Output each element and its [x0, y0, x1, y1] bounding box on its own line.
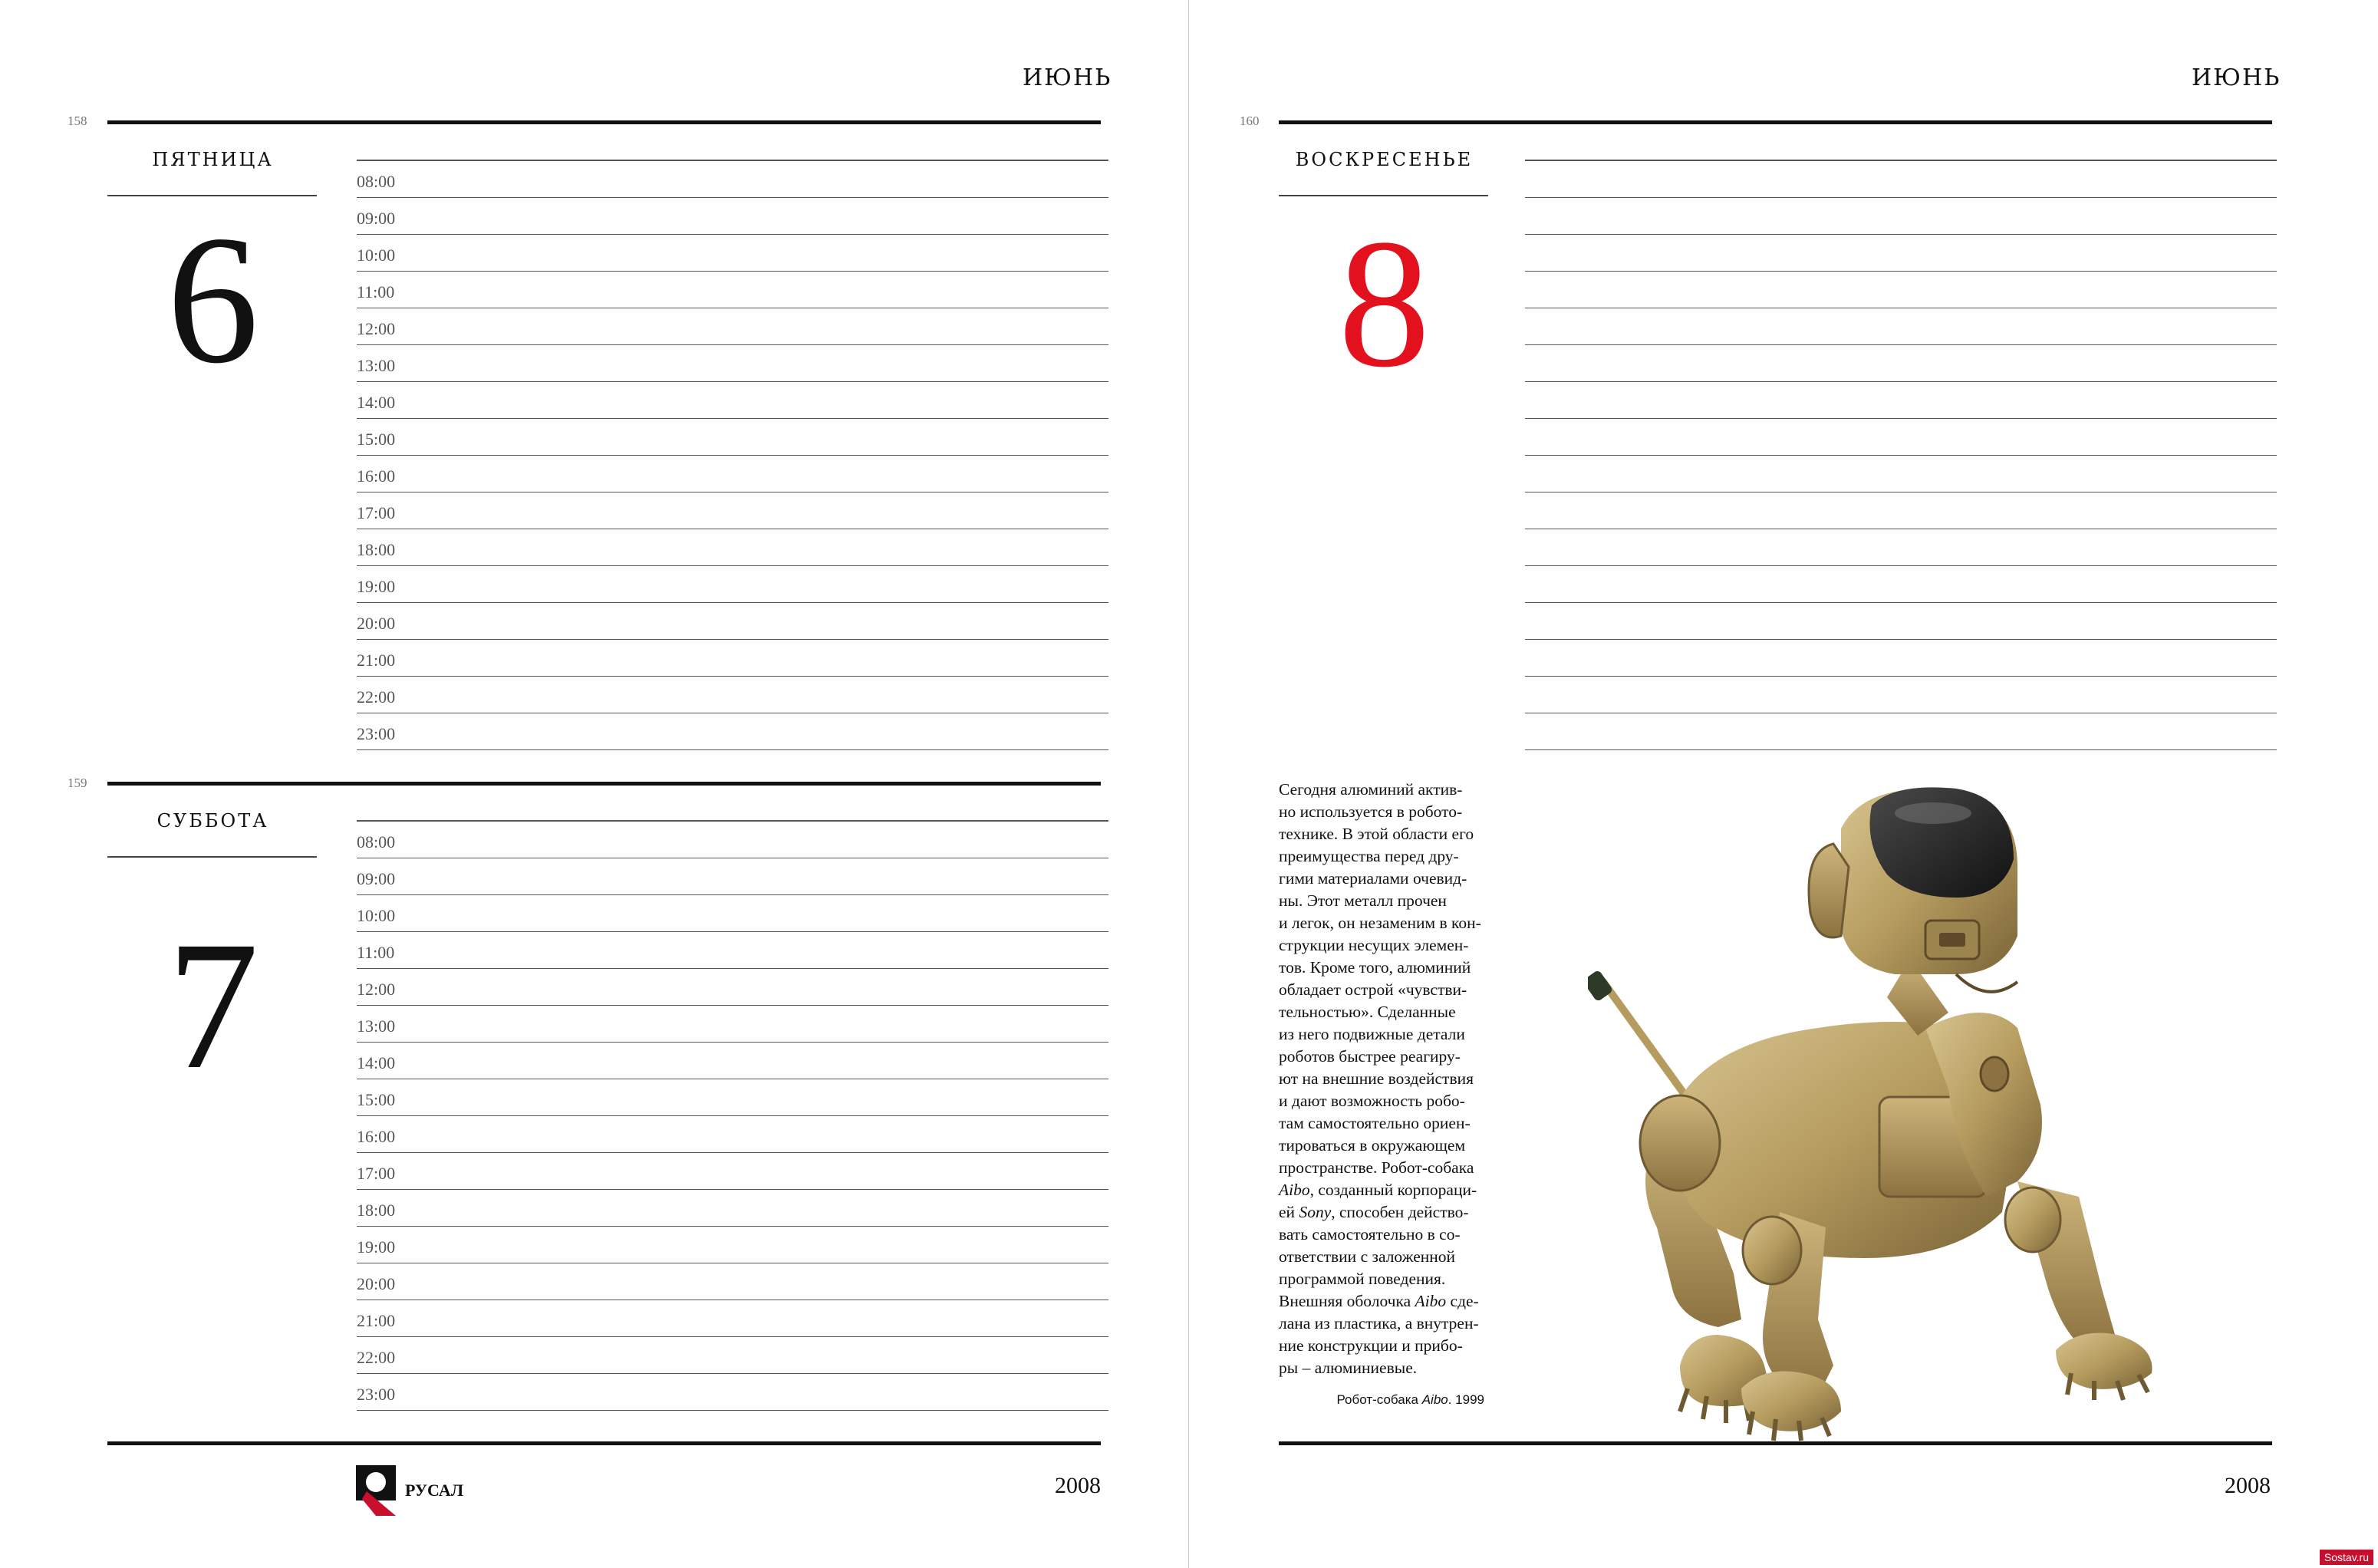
time-slot-label: 10:00 [357, 905, 396, 925]
time-slot[interactable] [357, 822, 1108, 858]
time-slot-label: 21:00 [357, 650, 396, 670]
note-line[interactable] [1525, 382, 2277, 419]
note-line[interactable] [1525, 198, 2277, 235]
time-slot[interactable] [357, 1263, 1108, 1300]
time-slot[interactable] [357, 969, 1108, 1006]
time-slot[interactable] [357, 1337, 1108, 1374]
time-slot[interactable] [357, 858, 1108, 895]
time-slot[interactable] [357, 640, 1108, 677]
time-slot-label: 14:00 [357, 392, 396, 412]
time-slot-label: 09:00 [357, 868, 396, 888]
time-slot-label: 23:00 [357, 1384, 396, 1404]
note-line[interactable] [1525, 529, 2277, 566]
time-slots-saturday [357, 820, 1108, 1411]
time-slot[interactable] [357, 713, 1108, 750]
time-slot[interactable] [357, 308, 1108, 345]
article-line: ей Sony, способен действо- [1279, 1203, 1469, 1221]
article-line: тов. Кроме того, алюминий [1279, 958, 1471, 977]
time-slot-label: 10:00 [357, 245, 396, 265]
time-slot-label: 13:00 [357, 1016, 396, 1036]
time-slot-label: 17:00 [357, 502, 396, 522]
article-line: обладает острой «чувстви- [1279, 980, 1467, 999]
time-slot[interactable] [357, 1227, 1108, 1263]
month-header-right: ИЮНЬ [2192, 64, 2281, 91]
time-slot-label: 14:00 [357, 1052, 396, 1072]
time-slot[interactable] [357, 272, 1108, 308]
note-line[interactable] [1525, 677, 2277, 713]
time-slot-label: 16:00 [357, 466, 396, 486]
article-line: Aibo, созданный корпораци- [1279, 1181, 1477, 1199]
time-slot-label: 08:00 [357, 832, 396, 852]
time-slot[interactable] [357, 1079, 1108, 1116]
time-slot-label: 20:00 [357, 1273, 396, 1293]
note-line[interactable] [1525, 345, 2277, 382]
note-line[interactable] [1525, 566, 2277, 603]
article-line: преимущества перед дру- [1279, 847, 1459, 865]
article-line: и дают возможность робо- [1279, 1092, 1465, 1110]
time-slot-label: 22:00 [357, 1347, 396, 1367]
photo-caption [1279, 1392, 1484, 1408]
time-slot-label: 13:00 [357, 355, 396, 375]
article-line: вать самостоятельно в со- [1279, 1225, 1461, 1244]
time-slot-label: 08:00 [357, 171, 396, 191]
month-header-left: ИЮНЬ [1023, 64, 1112, 91]
time-slot[interactable] [357, 456, 1108, 492]
year-right: 2008 [2225, 1473, 2271, 1498]
note-line[interactable] [1525, 713, 2277, 750]
time-slot[interactable] [357, 895, 1108, 932]
time-slot[interactable] [357, 677, 1108, 713]
sostav-watermark: Sostav.ru [2320, 1550, 2373, 1565]
note-line[interactable] [1525, 161, 2277, 198]
note-line[interactable] [1525, 272, 2277, 308]
time-slot[interactable] [357, 1153, 1108, 1190]
time-slot-label: 16:00 [357, 1126, 396, 1146]
note-line[interactable] [1525, 308, 2277, 345]
time-slot-label: 18:00 [357, 1200, 396, 1220]
time-slot-label: 12:00 [357, 979, 396, 999]
time-slot-label: 19:00 [357, 1237, 396, 1257]
time-slots-friday [357, 160, 1108, 750]
article-line: струкции несущих элемен- [1279, 936, 1469, 954]
note-lines-sunday [1525, 160, 2277, 750]
day-number-6: 6 [166, 197, 259, 401]
article-line: и легок, он незаменим в кон- [1279, 914, 1481, 932]
article-line: ют на внешние воздействия [1279, 1069, 1474, 1088]
time-slot[interactable] [357, 1043, 1108, 1079]
article-line: тельностью». Сделанные [1279, 1003, 1456, 1021]
note-line[interactable] [1525, 640, 2277, 677]
day-top-rule [107, 782, 1101, 786]
time-slot-label: 21:00 [357, 1310, 396, 1330]
page-number-158: 158 [68, 114, 87, 128]
time-slot[interactable] [357, 1374, 1108, 1411]
article-line: тироваться в окружающем [1279, 1136, 1466, 1155]
weekday-underline [107, 856, 317, 858]
article-line: ответствии с заложенной [1279, 1247, 1456, 1266]
article-line: ние конструкции и прибо- [1279, 1336, 1463, 1355]
article-line: ны. Этот металл прочен [1279, 891, 1447, 910]
weekday-sunday: ВОСКРЕСЕНЬЕ [1295, 149, 1474, 170]
note-line[interactable] [1525, 419, 2277, 456]
note-line[interactable] [1525, 603, 2277, 640]
article-line: из него подвижные детали [1279, 1025, 1465, 1043]
time-slot[interactable] [357, 198, 1108, 235]
time-slot[interactable] [357, 382, 1108, 419]
time-slot-label: 18:00 [357, 539, 396, 559]
robot-dog-aibo-illustration [1588, 782, 2171, 1442]
article-line: ры – алюминиевые. [1279, 1359, 1418, 1377]
article-line: лана из пластика, а внутрен- [1279, 1314, 1479, 1332]
rusal-logo-text: РУСАЛ [405, 1481, 464, 1500]
time-slot[interactable] [357, 345, 1108, 382]
day-top-rule [1279, 120, 2272, 124]
time-slot[interactable] [357, 492, 1108, 529]
time-slot[interactable] [357, 529, 1108, 566]
time-slot[interactable] [357, 235, 1108, 272]
time-slot[interactable] [357, 1006, 1108, 1043]
year-left: 2008 [1055, 1473, 1101, 1498]
time-slot-label: 17:00 [357, 1163, 396, 1183]
weekday-saturday: СУББОТА [156, 810, 269, 832]
page-number-160: 160 [1240, 114, 1260, 128]
caption-suffix: . 1999 [1448, 1392, 1484, 1407]
time-slot-label: 19:00 [357, 576, 396, 596]
article-line: гими материалами очевид- [1279, 869, 1467, 888]
weekday-underline [107, 195, 317, 196]
time-slot-label: 23:00 [357, 723, 396, 743]
page-number-159: 159 [68, 776, 87, 790]
article-line: там самостоятельно ориен- [1279, 1114, 1471, 1132]
time-slot-label: 15:00 [357, 429, 396, 449]
article-text [1279, 779, 1509, 1379]
time-slot[interactable] [357, 1300, 1108, 1337]
time-slot-label: 12:00 [357, 318, 396, 338]
rusal-logo [356, 1465, 463, 1516]
time-slot-label: 09:00 [357, 208, 396, 228]
caption-italic: Aibo [1421, 1392, 1448, 1407]
time-slot-label: 11:00 [357, 942, 395, 962]
bottom-rule-left [107, 1441, 1101, 1445]
note-line[interactable] [1525, 456, 2277, 492]
rusal-logo-mark [356, 1465, 400, 1516]
time-slot-label: 22:00 [357, 687, 396, 707]
day-top-rule [107, 120, 1101, 124]
time-slot[interactable] [357, 603, 1108, 640]
article-line: Внешняя оболочка Aibo сде- [1279, 1292, 1479, 1310]
time-slot[interactable] [357, 1190, 1108, 1227]
day-number-8: 8 [1338, 201, 1431, 405]
time-slot[interactable] [357, 1116, 1108, 1153]
time-slot-label: 11:00 [357, 282, 395, 301]
time-slot[interactable] [357, 419, 1108, 456]
article-line: программой поведения. [1279, 1270, 1446, 1288]
time-slot-label: 20:00 [357, 613, 396, 633]
time-slot[interactable] [357, 932, 1108, 969]
article-line: пространстве. Робот-собака [1279, 1158, 1474, 1177]
note-line[interactable] [1525, 235, 2277, 272]
time-slot-label: 15:00 [357, 1089, 396, 1109]
note-line[interactable] [1525, 492, 2277, 529]
article-line: Сегодня алюминий актив- [1279, 780, 1463, 799]
article-line: технике. В этой области его [1279, 825, 1474, 843]
article-line: но используется в робото- [1279, 802, 1463, 821]
weekday-friday: ПЯТНИЦА [152, 149, 274, 170]
day-number-7: 7 [166, 903, 259, 1107]
time-slot[interactable] [357, 161, 1108, 198]
caption-prefix: Робот-собака [1336, 1392, 1422, 1407]
article-line: роботов быстрее реагиру- [1279, 1047, 1461, 1066]
weekday-underline [1279, 195, 1488, 196]
time-slot[interactable] [357, 566, 1108, 603]
